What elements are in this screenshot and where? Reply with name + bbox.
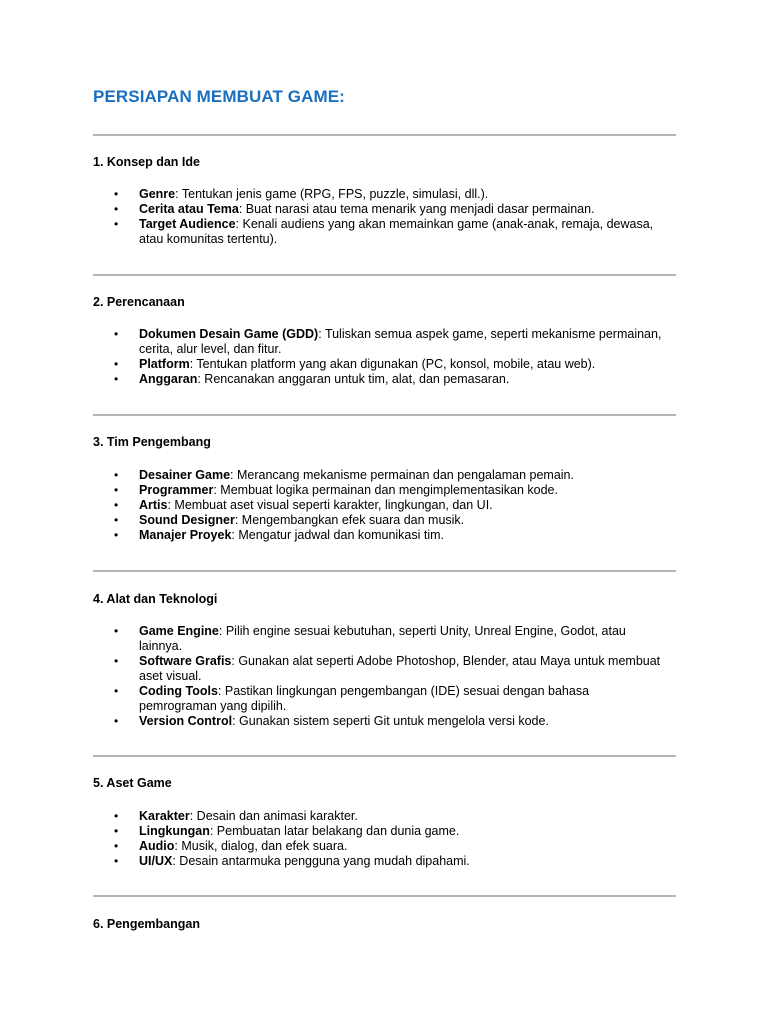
bullet-icon: • [114, 187, 119, 201]
item-description: : Gunakan sistem seperti Git untuk mengelola versi kode. [232, 714, 549, 728]
bullet-icon: • [114, 327, 119, 341]
bullet-icon: • [114, 468, 119, 482]
section-divider [93, 274, 676, 276]
list-item [0, 372, 669, 387]
item-term: Software Grafis [139, 654, 232, 668]
item-description: : Pilih engine sesuai kebutuhan, seperti Unity, Unreal Engine, Godot, atau lainnya. [139, 624, 626, 653]
item-description: : Kenali audiens yang akan memainkan game (anak-anak, remaja, dewasa, atau komunitas tertentu). [139, 217, 654, 246]
bullet-icon: • [114, 839, 119, 853]
list-item [0, 528, 669, 543]
section-list-konsep-dan-ide [0, 187, 768, 247]
item-term: Target Audience [139, 217, 236, 231]
bullet-icon: • [114, 202, 119, 216]
item-description: : Musik, dialog, dan efek suara. [174, 839, 348, 853]
item-description: : Merancang mekanisme permainan dan pengalaman pemain. [230, 468, 574, 482]
item-description: : Tentukan jenis game (RPG, FPS, puzzle, simulasi, dll.). [175, 187, 489, 201]
item-description: : Pastikan lingkungan pengembangan (IDE) sesuai dengan bahasa pemrograman yang dipilih. [139, 684, 590, 713]
item-description: : Membuat aset visual seperti karakter, lingkungan, dan UI. [167, 498, 493, 512]
item-description: : Buat narasi atau tema menarik yang menjadi dasar permainan. [238, 202, 595, 216]
list-item [0, 854, 669, 869]
document-title: PERSIAPAN MEMBUAT GAME: [93, 87, 345, 106]
list-item [0, 714, 669, 729]
bullet-icon: • [114, 714, 119, 728]
item-term: Lingkungan [139, 824, 210, 838]
bullet-icon: • [114, 854, 119, 868]
item-term: Sound Designer [139, 513, 235, 527]
item-term: Manajer Proyek [139, 528, 232, 542]
bullet-icon: • [114, 217, 119, 231]
bullet-icon: • [114, 498, 119, 512]
bullet-icon: • [114, 824, 119, 838]
item-description: : Desain antarmuka pengguna yang mudah dipahami. [172, 854, 470, 868]
item-term: Karakter [139, 809, 190, 823]
item-term: Genre [139, 187, 176, 201]
section-heading-aset-game: 5. Aset Game [93, 776, 172, 790]
item-term: Artis [139, 498, 168, 512]
item-term: Game Engine [139, 624, 219, 638]
section-divider [93, 895, 676, 897]
bullet-icon: • [114, 483, 119, 497]
item-description: : Desain dan animasi karakter. [189, 809, 358, 823]
list-item [0, 202, 669, 217]
section-divider [93, 134, 676, 136]
list-item [0, 654, 669, 684]
item-term: Version Control [139, 714, 233, 728]
item-term: Desainer Game [139, 468, 231, 482]
bullet-icon: • [114, 528, 119, 542]
item-description: : Membuat logika permainan dan mengimplementasikan kode. [213, 483, 558, 497]
list-item [0, 839, 669, 854]
bullet-icon: • [114, 624, 119, 638]
section-divider [93, 755, 676, 757]
item-description: : Tentukan platform yang akan digunakan (PC, konsol, mobile, atau web). [189, 357, 596, 371]
list-item [0, 327, 669, 357]
item-description: : Rencanakan anggaran untuk tim, alat, dan pemasaran. [197, 372, 510, 386]
section-divider [93, 414, 676, 416]
list-item [0, 513, 669, 528]
section-heading-perencanaan: 2. Perencanaan [93, 295, 185, 309]
list-item [0, 217, 669, 247]
section-list-perencanaan [0, 327, 768, 387]
list-item [0, 187, 669, 202]
section-heading-tim-pengembang: 3. Tim Pengembang [93, 435, 211, 449]
section-list-alat-dan-teknologi [0, 624, 768, 729]
item-term: UI/UX [139, 854, 173, 868]
item-term: Anggaran [139, 372, 198, 386]
list-item [0, 483, 669, 498]
bullet-icon: • [114, 372, 119, 386]
item-description: : Tuliskan semua aspek game, seperti mekanisme permainan, cerita, alur level, dan fitur. [139, 327, 662, 356]
section-list-aset-game [0, 809, 768, 869]
list-item [0, 357, 669, 372]
section-heading-pengembangan: 6. Pengembangan [93, 917, 200, 931]
section-divider [93, 570, 676, 572]
list-item [0, 824, 669, 839]
bullet-icon: • [114, 684, 119, 698]
item-term: Dokumen Desain Game (GDD) [139, 327, 319, 341]
section-heading-alat-dan-teknologi: 4. Alat dan Teknologi [93, 592, 218, 606]
item-term: Cerita atau Tema [139, 202, 239, 216]
section-heading-konsep-dan-ide: 1. Konsep dan Ide [93, 155, 200, 169]
list-item [0, 624, 669, 654]
bullet-icon: • [114, 809, 119, 823]
item-term: Audio [139, 839, 175, 853]
bullet-icon: • [114, 513, 119, 527]
item-term: Platform [139, 357, 190, 371]
list-item [0, 809, 669, 824]
item-description: : Gunakan alat seperti Adobe Photoshop, Blender, atau Maya untuk membuat aset visual. [139, 654, 661, 683]
list-item [0, 498, 669, 513]
item-description: : Mengatur jadwal dan komunikasi tim. [231, 528, 445, 542]
bullet-icon: • [114, 654, 119, 668]
list-item [0, 468, 669, 483]
item-term: Programmer [139, 483, 214, 497]
list-item [0, 684, 669, 714]
item-description: : Mengembangkan efek suara dan musik. [234, 513, 465, 527]
item-term: Coding Tools [139, 684, 218, 698]
item-description: : Pembuatan latar belakang dan dunia game. [209, 824, 460, 838]
section-list-tim-pengembang [0, 468, 768, 543]
bullet-icon: • [114, 357, 119, 371]
